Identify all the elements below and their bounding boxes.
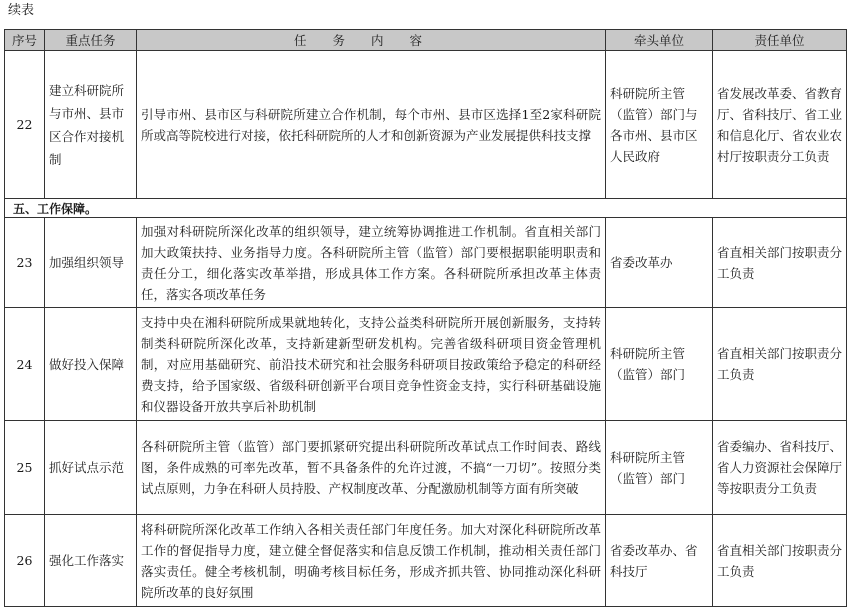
- header-task: 重点任务: [45, 30, 137, 51]
- table-row: [5, 515, 847, 607]
- row-resp: 省直相关部门按职责分工负责: [713, 218, 847, 308]
- row-resp: 省委编办、省科技厅、省人力资源社会保障厅等按职责分工负责: [713, 421, 847, 515]
- row-content: 各科研院所主管（监管）部门要抓紧研究提出科研院所改革试点工作时间表、路线图，条件成熟的可率先改革，暂不具备条件的允许过渡，不搞“一刀切”。按照分类试点原则，力争在科研人员持股、产权制度改革、分配激励机制等方面有所突破: [137, 421, 606, 515]
- header-row: [5, 30, 847, 51]
- row-task: 做好投入保障: [45, 308, 137, 421]
- row-num: 24: [5, 308, 45, 421]
- row-num: 26: [5, 515, 45, 607]
- row-task: 抓好试点示范: [45, 421, 137, 515]
- section-title: 五、工作保障。: [5, 199, 847, 218]
- row-lead: 科研院所主管（监管）部门: [606, 421, 713, 515]
- table-caption: 续表: [8, 3, 35, 18]
- header-lead: 牵头单位: [606, 30, 713, 51]
- row-num: 23: [5, 218, 45, 308]
- row-resp: 省直相关部门按职责分工负责: [713, 515, 847, 607]
- section-row: [5, 199, 847, 218]
- row-resp: 省直相关部门按职责分工负责: [713, 308, 847, 421]
- row-content: 支持中央在湘科研院所成果就地转化，支持公益类科研院所开展创新服务，支持转制类科研院所深化改革，支持新建新型研发机构。完善省级科研项目资金管理机制，对应用基础研究、前沿技术研究和社会服务科研项目按政策给予稳定的科研经费支持，给予国家级、省级科研创新平台项目竞争性资金支持，实行科研基础设施和仪器设备开放共享后补助机制: [137, 308, 606, 421]
- row-task: 强化工作落实: [45, 515, 137, 607]
- row-task: 加强组织领导: [45, 218, 137, 308]
- row-num: 25: [5, 421, 45, 515]
- row-num: 22: [5, 51, 45, 199]
- table-row: [5, 218, 847, 308]
- row-resp: 省发展改革委、省教育厅、省科技厅、省工业和信息化厅、省农业农村厅按职责分工负责: [713, 51, 847, 199]
- header-content: 任务内容: [137, 30, 606, 51]
- table-row: [5, 308, 847, 421]
- row-lead: 科研院所主管（监管）部门: [606, 308, 713, 421]
- table-row: [5, 51, 847, 199]
- row-content: 将科研院所深化改革工作纳入各相关责任部门年度任务。加大对深化科研院所改革工作的督促指导力度，建立健全督促落实和信息反馈工作机制，推动相关责任部门落实责任。健全考核机制，明确考核目标任务，形成齐抓共管、协同推动深化科研院所改革的良好氛围: [137, 515, 606, 607]
- row-lead: 省委改革办、省科技厅: [606, 515, 713, 607]
- table-row: [5, 421, 847, 515]
- task-table: [4, 29, 847, 607]
- header-resp: 责任单位: [713, 30, 847, 51]
- header-num: 序号: [5, 30, 45, 51]
- row-content: 引导市州、县市区与科研院所建立合作机制，每个市州、县市区选择1至2家科研院所或高等院校进行对接，依托科研院所的人才和创新资源为产业发展提供科技支撑: [137, 51, 606, 199]
- row-lead: 科研院所主管（监管）部门与各市州、县市区人民政府: [606, 51, 713, 199]
- row-lead: 省委改革办: [606, 218, 713, 308]
- row-task: 建立科研院所与市州、县市区合作对接机制: [45, 51, 137, 199]
- row-content: 加强对科研院所深化改革的组织领导，建立统筹协调推进工作机制。省直相关部门加大政策扶持、业务指导力度。各科研院所主管（监管）部门要根据职能明职责和责任分工，细化落实改革举措，形成具体工作方案。各科研院所承担改革主体责任，落实各项改革任务: [137, 218, 606, 308]
